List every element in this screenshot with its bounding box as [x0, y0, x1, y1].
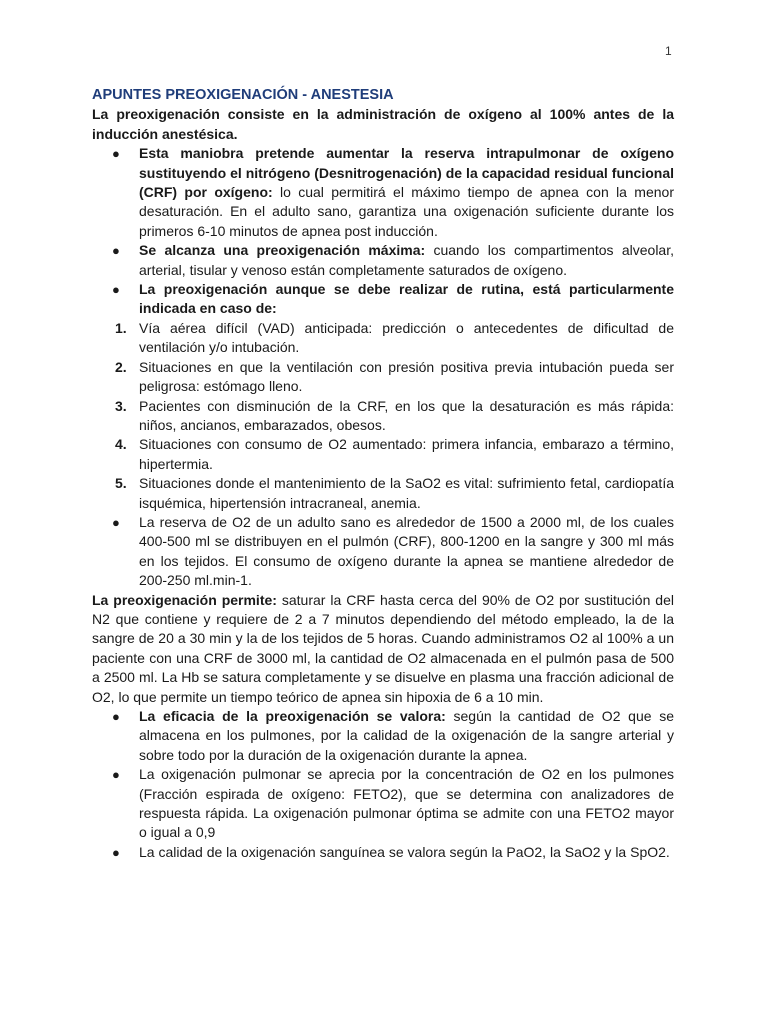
list-item-bold: Esta maniobra pretende aumentar la reserva intrapulmonar de oxígeno sustituyendo el nitrógeno (Desnitrogenación) de la capacidad residual funcional (CRF) por oxígeno: — [139, 145, 674, 201]
bullet-list-2 — [92, 513, 674, 591]
list-item — [92, 707, 674, 765]
paragraph-text: saturar la CRF hasta cerca del 90% de O2 por sustitución del N2 que contiene y requiere de 2 a 7 minutos dependiendo del método empleado, la de la sangre de 20 a 30 min y la de los tejidos de 5 horas. Cuando administramos O2 al 100% a un paciente con una CRF de 3000 ml, la cantidad de O2 almacenada en el pulmón pasa de 500 a 2500 ml. La Hb se satura completamente y se disuelve en plasma una fracción adicional de O2, lo que permite un tiempo teórico de apnea sin hipoxia de 6 a 10 min. — [92, 591, 674, 705]
item-number: 5. — [115, 475, 127, 492]
numbered-item-text: Vía aérea difícil (VAD) anticipada: predicción o antecedentes de dificultad de ventilación y/o intubación. — [139, 319, 674, 356]
document-title: APUNTES PREOXIGENACIÓN - ANESTESIA — [92, 87, 394, 103]
list-item — [92, 280, 674, 319]
list-item — [92, 765, 674, 843]
intro-paragraph: La preoxigenación consiste en la administración de oxígeno al 100% antes de la inducción anestésica. — [92, 106, 674, 142]
bullet-icon: ● — [112, 514, 120, 530]
page-number: 1 — [665, 44, 672, 58]
numbered-item — [92, 474, 674, 513]
list-item-bold: La eficacia de la preoxigenación se valora: — [139, 708, 446, 724]
numbered-item-text: Situaciones donde el mantenimiento de la SaO2 es vital: sufrimiento fetal, cardiopatía isquémica, hipertensión intracraneal, anemia. — [139, 475, 674, 511]
list-item-text: lo cual permitirá el máximo tiempo de apnea con la menor desaturación. En el adulto sano, garantiza una oxigenación suficiente durante los primeros 6-10 minutos de apnea post inducción. — [139, 184, 674, 239]
bullet-icon: ● — [112, 146, 120, 162]
bullet-icon: ● — [112, 709, 120, 724]
numbered-item — [92, 358, 674, 397]
numbered-list — [92, 319, 674, 513]
bullet-list-3 — [92, 707, 674, 862]
list-item — [92, 513, 674, 591]
bullet-icon: ● — [112, 282, 120, 298]
list-item-text: La calidad de la oxigenación sanguínea se valora según la PaO2, la SaO2 y la SpO2. — [139, 843, 670, 860]
item-number: 2. — [115, 358, 127, 375]
document-body — [92, 86, 674, 862]
list-item-text: según la cantidad de O2 que se almacena en los pulmones, por la calidad de la oxigenación de la sangre arterial y sobre todo por la duración de la oxigenación durante la apnea. — [139, 708, 674, 763]
numbered-item-text: Situaciones con consumo de O2 aumentado: primera infancia, embarazo a término, hipertermia. — [139, 436, 674, 472]
paragraph-bold: La preoxigenación permite: — [92, 591, 277, 608]
numbered-item — [92, 319, 674, 358]
bullet-icon: ● — [112, 767, 120, 783]
numbered-item-text: Pacientes con disminución de la CRF, en los que la desaturación es más rápida: niños, ancianos, embarazados, obesos. — [139, 397, 674, 433]
numbered-item — [92, 435, 674, 474]
numbered-item-text: Situaciones en que la ventilación con presión positiva previa intubación pueda ser peligrosa: estómago lleno. — [139, 358, 674, 395]
list-item — [92, 843, 674, 862]
list-item-bold: La preoxigenación aunque se debe realizar de rutina, está particularmente indicada en caso de: — [139, 281, 674, 317]
bullet-icon: ● — [112, 844, 120, 860]
bullet-icon: ● — [112, 243, 120, 259]
list-item-text: La reserva de O2 de un adulto sano es alrededor de 1500 a 2000 ml, de los cuales 400-500 ml se distribuyen en el pulmón (CRF), 800-1200 en la sangre y 300 ml más en los tejidos. El consumo de oxígeno durante la apnea se mantiene alrededor de 200-250 ml.min-1. — [139, 513, 674, 589]
item-number: 4. — [115, 436, 127, 453]
list-item-text: La oxigenación pulmonar se aprecia por la concentración de O2 en los pulmones (Fracción espirada de oxígeno: FETO2), que se determina con analizadores de respuesta rápida. La oxigenación pulmonar óptima se admite con una FETO2 mayor o igual a 0,9 — [139, 766, 674, 841]
list-item-text: cuando los compartimentos alveolar, arterial, tisular y venoso están completamente saturados de oxígeno. — [139, 242, 674, 278]
bullet-list-1 — [92, 144, 674, 319]
list-item-bold: Se alcanza una preoxigenación máxima: — [139, 242, 426, 259]
item-number: 3. — [115, 397, 127, 414]
item-number: 1. — [115, 319, 127, 336]
numbered-item — [92, 397, 674, 436]
list-item — [92, 144, 674, 241]
list-item — [92, 241, 674, 280]
body-paragraph — [92, 591, 674, 707]
